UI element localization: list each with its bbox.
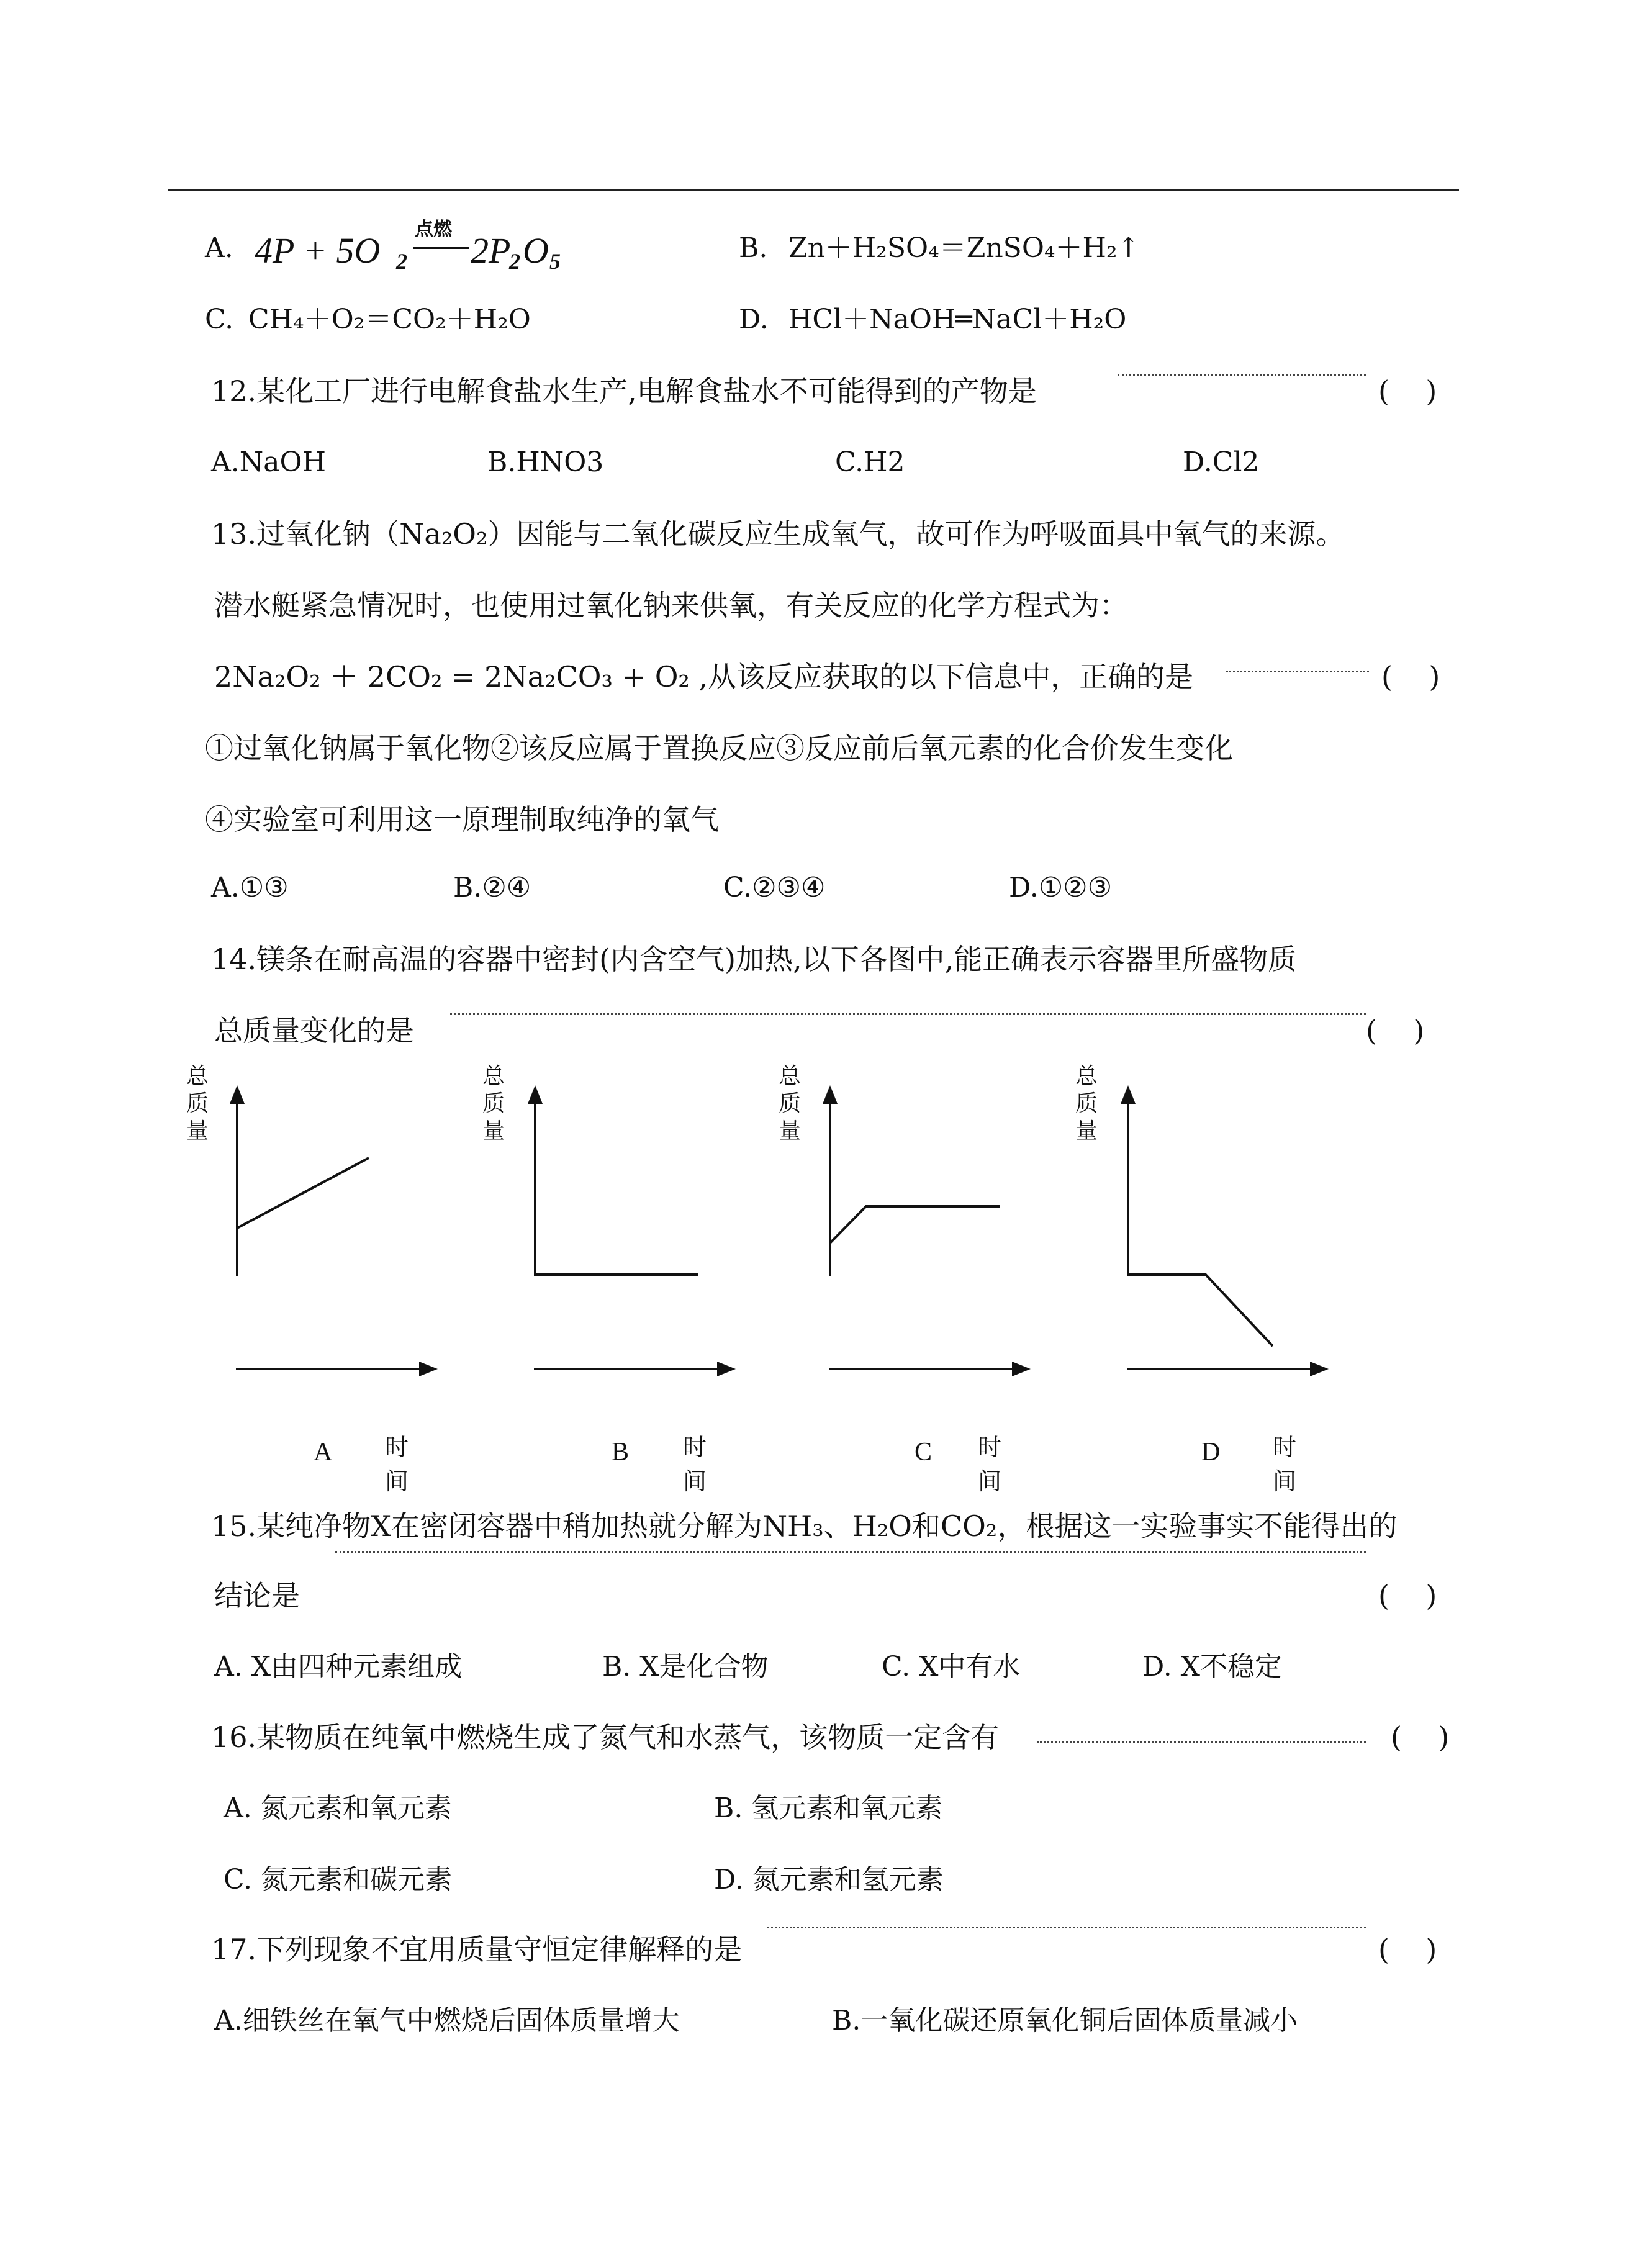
q11-eq-double-bar xyxy=(413,247,469,249)
q11-eq-right: 2P xyxy=(471,230,511,271)
q17-dotted-leader xyxy=(767,1927,1366,1928)
q16-option-b: B. 氢元素和氧元素 xyxy=(714,1792,943,1824)
q14-graph-d-curve xyxy=(1128,1275,1273,1346)
q13-dotted-leader xyxy=(1226,671,1369,672)
q14-graph-a-x-arrow xyxy=(419,1362,438,1376)
q14-graph-c-ylabel: 总质量 xyxy=(778,1064,801,1144)
q12-dotted-leader xyxy=(1118,374,1366,376)
q13-stem-line3: 2Na₂O₂ ＋ 2CO₂ = 2Na₂CO₃ + O₂ ,从该反应获取的以下信息中，正确的是 xyxy=(214,660,1194,694)
q15-option-a: A. X由四种元素组成 xyxy=(214,1651,463,1683)
q13-answer-paren: ( ) xyxy=(1381,660,1440,694)
q11-option-c-label: C. xyxy=(205,304,234,335)
q14-answer-paren: ( ) xyxy=(1366,1014,1425,1047)
q13-option-c: C.②③④ xyxy=(723,872,826,903)
q14-graph-c-letter: C xyxy=(915,1438,933,1466)
q11-eq-left: 4P + 5O xyxy=(255,230,381,271)
q15-option-c: C. X中有水 xyxy=(882,1651,1021,1683)
q14-graph-d-xlabel: 时间 xyxy=(1273,1434,1297,1495)
q14-graph-a-y-arrow xyxy=(230,1085,245,1104)
q11-option-b-text: Zn＋H₂SO₄＝ZnSO₄＋H₂↑ xyxy=(788,232,1140,264)
q12-option-b: B.HNO3 xyxy=(487,446,604,478)
q14-graph-a-plot xyxy=(205,1080,453,1403)
q14-graph-c-y-arrow xyxy=(823,1085,838,1104)
q14-graph-c-xlabel: 时间 xyxy=(978,1434,1002,1495)
q15-answer-paren: ( ) xyxy=(1378,1579,1437,1612)
q14-graph-b-ylabel: 总质量 xyxy=(482,1064,505,1144)
q17-stem: 17.下列现象不宜用质量守恒定律解释的是 xyxy=(211,1933,743,1966)
q14-graph-d-x-arrow xyxy=(1310,1362,1329,1376)
header-rule xyxy=(168,189,1459,191)
q11-eq-sub-o2: 2 xyxy=(396,249,407,274)
q14-stem-line1: 14.镁条在耐高温的容器中密封(内含空气)加热,以下各图中,能正确表示容器里所盛物质 xyxy=(211,942,1297,976)
q13-option-a: A.①③ xyxy=(211,872,289,903)
q14-graph-a-letter: A xyxy=(314,1438,333,1466)
q14-graph-c-curve xyxy=(830,1206,1000,1243)
q15-option-b: B. X是化合物 xyxy=(602,1651,769,1683)
q15-stem-line2: 结论是 xyxy=(214,1579,300,1612)
q14-graph-a-curve xyxy=(237,1158,369,1228)
q12-stem: 12.某化工厂进行电解食盐水生产,电解食盐水不可能得到的产物是 xyxy=(211,374,1037,408)
q14-graph-b-x-arrow xyxy=(717,1362,736,1376)
q11-option-c-text: CH₄＋O₂＝CO₂＋H₂O xyxy=(248,304,531,335)
q14-dotted-leader xyxy=(450,1013,1366,1015)
q15-option-d: D. X不稳定 xyxy=(1142,1651,1283,1683)
q16-stem: 16.某物质在纯氧中燃烧生成了氮气和水蒸气，该物质一定含有 xyxy=(211,1720,1000,1754)
q14-graph-a-ylabel: 总质量 xyxy=(186,1064,209,1144)
q14-graph-c-plot xyxy=(798,1080,1046,1403)
q17-option-b: B.一氧化碳还原氧化铜后固体质量减小 xyxy=(832,2005,1298,2036)
q12-option-c: C.H2 xyxy=(835,446,905,478)
q14-graph-d-ylabel: 总质量 xyxy=(1075,1064,1098,1144)
q14-graph-a-xlabel: 时间 xyxy=(385,1434,409,1495)
q11-eq-sub-p2: 2 xyxy=(509,249,520,274)
q12-answer-paren: ( ) xyxy=(1378,374,1437,408)
q14-graph-d-y-arrow xyxy=(1121,1085,1136,1104)
q17-answer-paren: ( ) xyxy=(1378,1933,1437,1966)
q15-stem-line1: 15.某纯净物X在密闭容器中稍加热就分解为NH₃、H₂O和CO₂，根据这一实验事实不能得出的 xyxy=(211,1509,1398,1543)
q13-info-line2: ④实验室可利用这一原理制取纯净的氧气 xyxy=(205,803,719,836)
q11-option-d-text: HCl＋NaOH═NaCl＋H₂O xyxy=(788,304,1127,335)
q12-option-a: A.NaOH xyxy=(211,446,326,478)
q11-option-b-label: B. xyxy=(739,232,768,264)
q11-eq-o: O xyxy=(523,230,549,271)
q13-option-d: D.①②③ xyxy=(1009,872,1113,903)
q11-option-d-label: D. xyxy=(739,304,769,335)
q12-option-d: D.Cl2 xyxy=(1183,446,1260,478)
q14-graph-b-y-arrow xyxy=(528,1085,543,1104)
q11-eq-sub-o5: 5 xyxy=(549,249,561,274)
q13-option-b: B.②④ xyxy=(453,872,531,903)
q14-graph-b-plot xyxy=(503,1080,751,1403)
q16-answer-paren: ( ) xyxy=(1391,1720,1450,1754)
q14-graph-b-xlabel: 时间 xyxy=(683,1434,707,1495)
q13-stem-line2: 潜水艇紧急情况时，也使用过氧化钠来供氧，有关反应的化学方程式为： xyxy=(214,589,1128,622)
q13-info-line1: ①过氧化钠属于氧化物②该反应属于置换反应③反应前后氧元素的化合价发生变化 xyxy=(205,731,1233,765)
q14-graph-d-letter: D xyxy=(1201,1438,1221,1466)
q14-stem-line2: 总质量变化的是 xyxy=(214,1014,414,1047)
q17-option-a: A.细铁丝在氧气中燃烧后固体质量增大 xyxy=(214,2005,680,2036)
q14-graph-c-x-arrow xyxy=(1012,1362,1031,1376)
q16-dotted-leader xyxy=(1037,1741,1366,1743)
q16-option-a: A. 氮元素和氧元素 xyxy=(224,1792,452,1824)
q16-option-d: D. 氮元素和氢元素 xyxy=(714,1864,944,1895)
q14-graph-b-letter: B xyxy=(612,1438,630,1466)
q14-graph-d-plot xyxy=(1096,1080,1344,1403)
q11-option-a-label: A. xyxy=(205,232,233,264)
q11-eq-condition: 点燃 xyxy=(415,219,452,240)
q16-option-c: C. 氮元素和碳元素 xyxy=(224,1864,453,1895)
q15-dotted-leader xyxy=(335,1551,1366,1553)
q13-stem-line1: 13.过氧化钠（Na₂O₂）因能与二氧化碳反应生成氧气，故可作为呼吸面具中氧气的来源。 xyxy=(211,517,1345,551)
